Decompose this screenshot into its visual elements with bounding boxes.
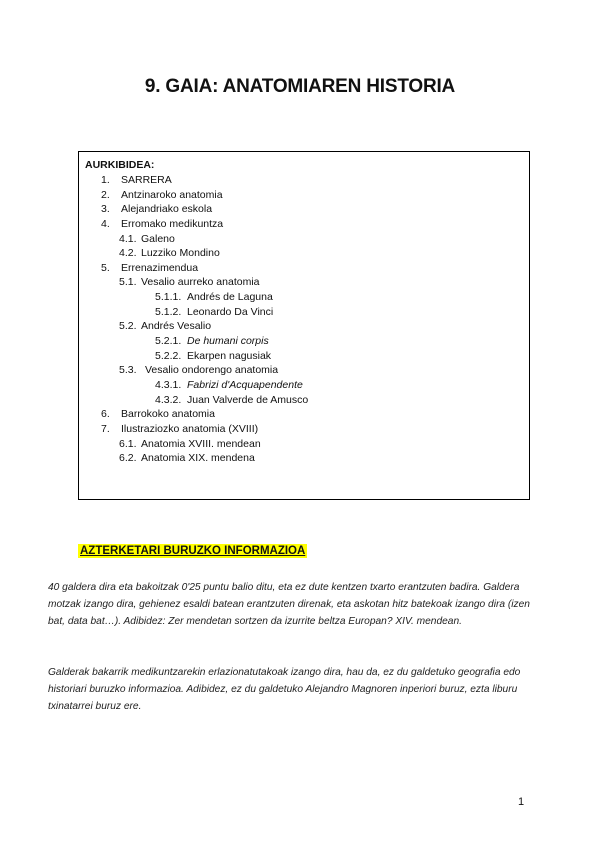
- toc-heading: AURKIBIDEA:: [85, 159, 155, 171]
- toc-item: 4.3.2. Juan Valverde de Amusco: [155, 394, 309, 406]
- toc-item: 5. Errenazimendua: [101, 262, 199, 274]
- toc-item: 7. Ilustraziozko anatomia (XVIII): [101, 423, 259, 435]
- page-title: 9. GAIA: ANATOMIAREN HISTORIA: [144, 76, 456, 97]
- exam-info-paragraph-1: 40 galdera dira eta bakoitzak 0'25 puntu balio ditu, eta ez dute kentzen txarto erantzuten badira. Galdera motzak izango dira, gehienez esaldi batean erantzuten direnak, eta askotan hitz batekoak izango dira (izen bat, data bat…). Adibidez: Zer mendetan sortzen da izurrite beltza Europan? XIV. mendean.: [48, 582, 530, 627]
- toc-item: 6.1. Anatomia XVIII. mendean: [119, 438, 261, 450]
- toc-item: 3. Alejandriako eskola: [101, 203, 213, 215]
- toc-item: 4.3.1. Fabrizi d'Acquapendente: [155, 379, 303, 391]
- toc-item: 6. Barrokoko anatomia: [101, 408, 215, 420]
- toc-item: 5.2. Andrés Vesalio: [119, 320, 212, 332]
- toc-item: 5.1.2. Leonardo Da Vinci: [155, 306, 274, 318]
- exam-info-heading: AZTERKETARI BURUZKO INFORMAZIOA: [80, 545, 306, 557]
- toc-item: 5.1.1. Andrés de Laguna: [155, 291, 273, 303]
- toc-item: 4.2. Luzziko Mondino: [119, 247, 220, 259]
- toc-item: 2. Antzinaroko anatomia: [101, 189, 223, 201]
- toc-item: 5.2.1. De humani corpis: [155, 335, 269, 347]
- toc-item: 5.1. Vesalio aurreko anatomia: [119, 276, 260, 288]
- toc-item: 5.2.2. Ekarpen nagusiak: [155, 350, 272, 362]
- toc-item: 6.2. Anatomia XIX. mendena: [119, 452, 255, 464]
- exam-info-paragraph-2: Galderak bakarrik medikuntzarekin erlazionatutakoak izango dira, hau da, ez du galdetuko geografia edo historiari buruzko informazioa. Adibidez, ez du galdetuko Alejandro Magnoren inperiori buruz, ezta liburu txinatarrei buruz ere.: [48, 667, 521, 712]
- toc-item: 4. Erromako medikuntza: [101, 218, 224, 230]
- table-of-contents: [78, 151, 530, 500]
- page-number: 1: [518, 796, 525, 808]
- toc-item: 5.3. Vesalio ondorengo anatomia: [119, 364, 279, 376]
- toc-item: 1. SARRERA: [101, 174, 172, 186]
- toc-item: 4.1. Galeno: [119, 233, 175, 245]
